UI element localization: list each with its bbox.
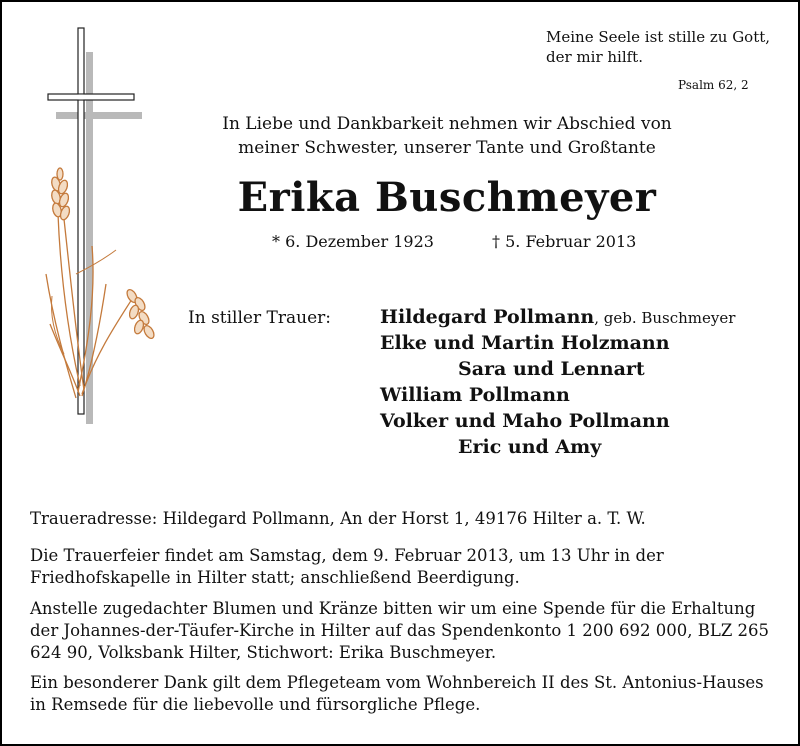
mourner-1-name: Hildegard Pollmann (380, 306, 595, 328)
birth-date: * 6. Dezember 1923 (272, 232, 434, 251)
mourner-2: Elke und Martin Holzmann (380, 332, 670, 354)
intro-line-2: meiner Schwester, unserer Tante und Großtante (238, 138, 656, 158)
donation-request-text: Anstelle zugedachter Blumen und Kränze bitten wir um eine Spende für die Erhaltung der Johannes-der-Täufer-Kirche in Hilter auf das Spendenkonto 1 200 692 000, BLZ 265 624 90, Volksbank Hilter, Stichwort: Erika Buschmeyer. (30, 599, 770, 662)
cross-wheat-illustration (36, 24, 156, 429)
death-date: † 5. Februar 2013 (492, 232, 637, 251)
psalm-reference: Psalm 62, 2 (678, 78, 749, 92)
funeral-address: Traueradresse: Hildegard Pollmann, An der Horst 1, 49176 Hilter a. T. W. (30, 509, 646, 528)
mourner-1 (380, 306, 735, 328)
psalm-line-2: der mir hilft. (546, 48, 643, 66)
funeral-service-text: Die Trauerfeier findet am Samstag, dem 9. Februar 2013, um 13 Uhr in der Friedhofskapelle in Hilter statt; anschließend Beerdigung. (30, 546, 664, 587)
mourner-1-suffix: , geb. Buschmeyer (594, 309, 736, 327)
cross-icon (48, 28, 142, 424)
intro-line-1: In Liebe und Dankbarkeit nehmen wir Abschied von (222, 114, 672, 134)
mourner-3: Sara und Lennart (458, 358, 645, 380)
mourner-6: Eric und Amy (458, 436, 602, 458)
psalm-line-1: Meine Seele ist stille zu Gott, (546, 28, 771, 46)
mourner-4: William Pollmann (380, 384, 570, 406)
deceased-name: Erika Buschmeyer (237, 174, 657, 221)
thanks-text: Ein besonderer Dank gilt dem Pflegeteam vom Wohnbereich II des St. Antonius-Hauses in Remsede für die liebevolle und fürsorgliche Pflege. (30, 673, 764, 714)
mourner-5: Volker und Maho Pollmann (380, 410, 670, 432)
mourners-label: In stiller Trauer: (188, 308, 331, 328)
